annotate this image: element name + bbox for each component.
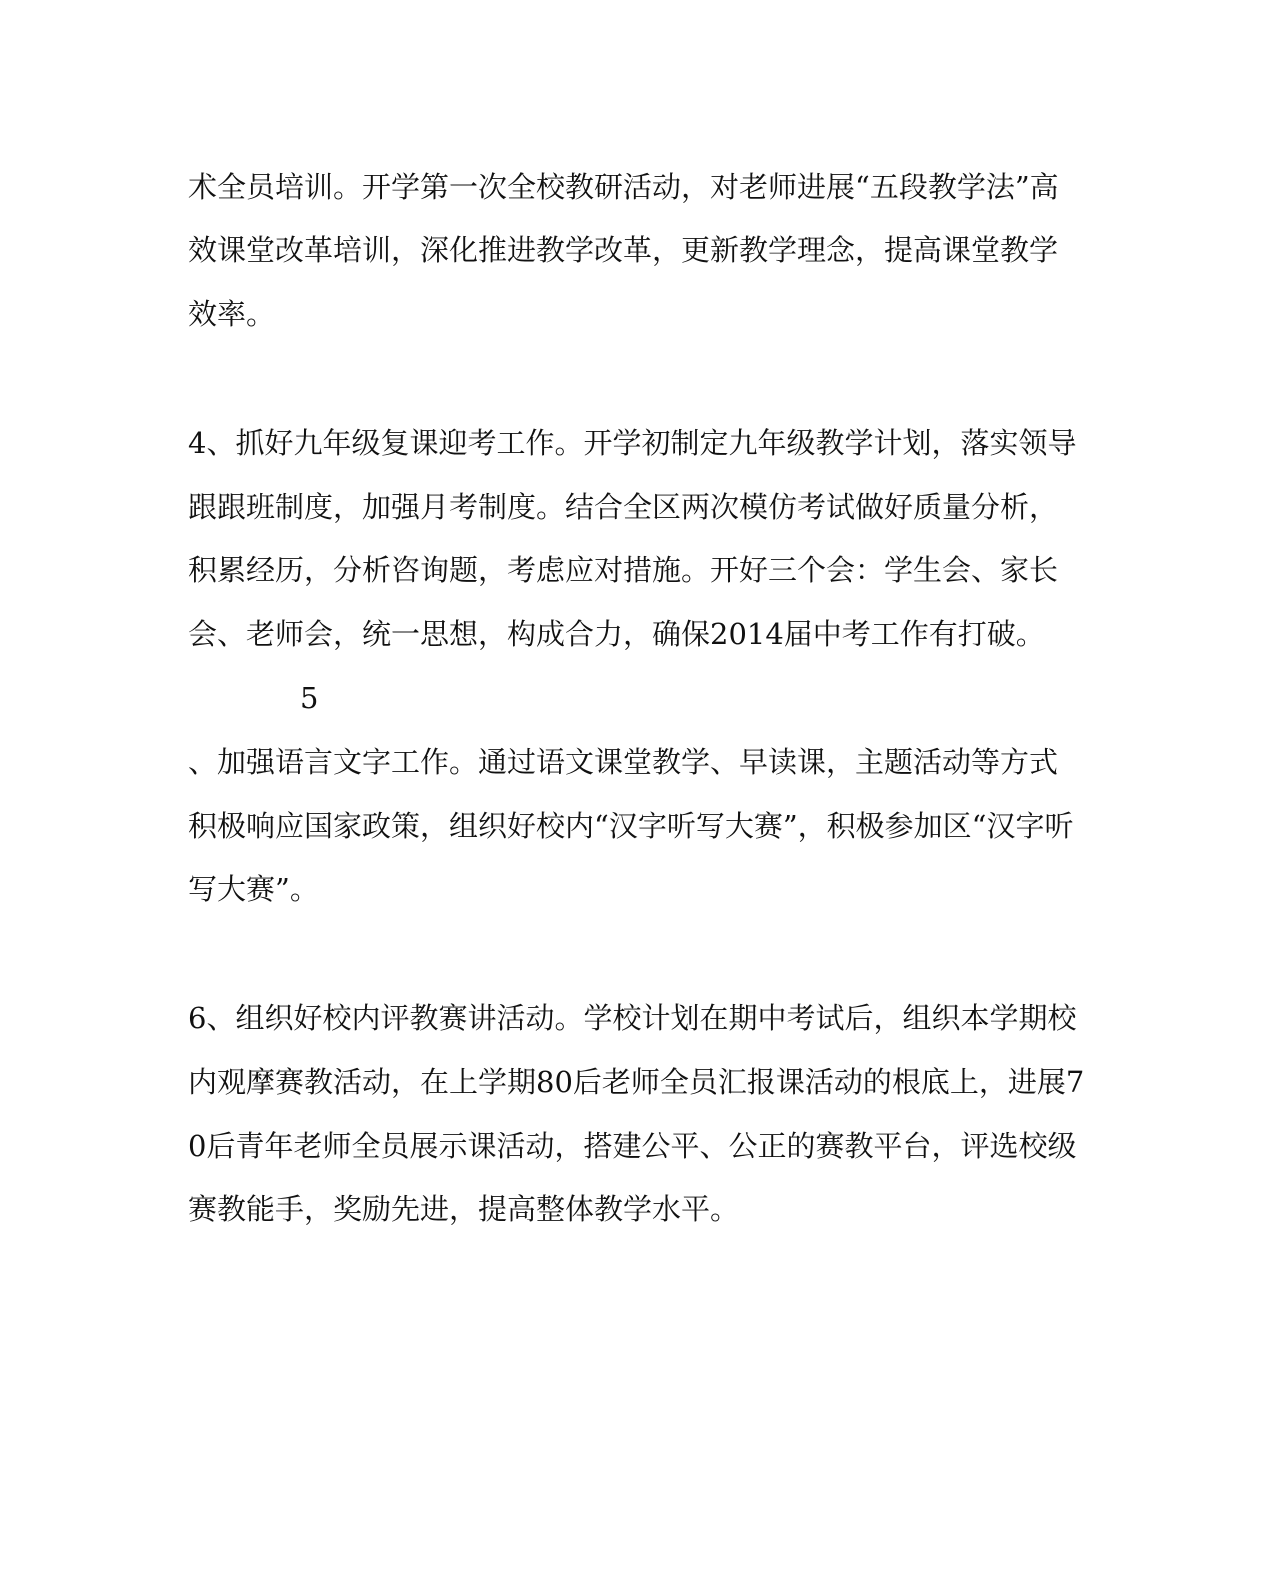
text-line: 赛教能手，奖励先进，提高整体教学水平。: [188, 1192, 740, 1226]
text-line: 积累经历，分析咨询题，考虑应对措施。开好三个会：学生会、家长: [188, 553, 1059, 587]
text-line: 术全员培训。开学第一次全校教研活动，对老师进展“五段教学法”高: [188, 170, 1059, 204]
text-line: 效课堂改革培训，深化推进教学改革，更新教学理念，提高课堂教学: [188, 233, 1059, 267]
text-line: 6、组织好校内评教赛讲活动。学校计划在期中考试后，组织本学期校: [188, 1001, 1077, 1035]
text-line: 4、抓好九年级复课迎考工作。开学初制定九年级教学计划，落实领导: [188, 426, 1077, 460]
paragraph-number: 5: [300, 681, 319, 715]
text-line: 积极响应国家政策，组织好校内“汉字听写大赛”，积极参加区“汉字听: [188, 809, 1074, 843]
text-line: 、加强语言文字工作。通过语文课堂教学、早读课，主题活动等方式: [188, 745, 1059, 779]
text-line: 0后青年老师全员展示课活动，搭建公平、公正的赛教平台，评选校级: [188, 1129, 1077, 1163]
text-line: 效率。: [188, 297, 276, 331]
text-line: 写大赛”。: [188, 872, 319, 906]
text-line: 跟跟班制度，加强月考制度。结合全区两次模仿考试做好质量分析，: [188, 490, 1059, 524]
text-line: 会、老师会，统一思想，构成合力，确保2014届中考工作有打破。: [188, 617, 1045, 651]
text-line: 内观摩赛教活动，在上学期80后老师全员汇报课活动的根底上，进展7: [188, 1065, 1085, 1099]
